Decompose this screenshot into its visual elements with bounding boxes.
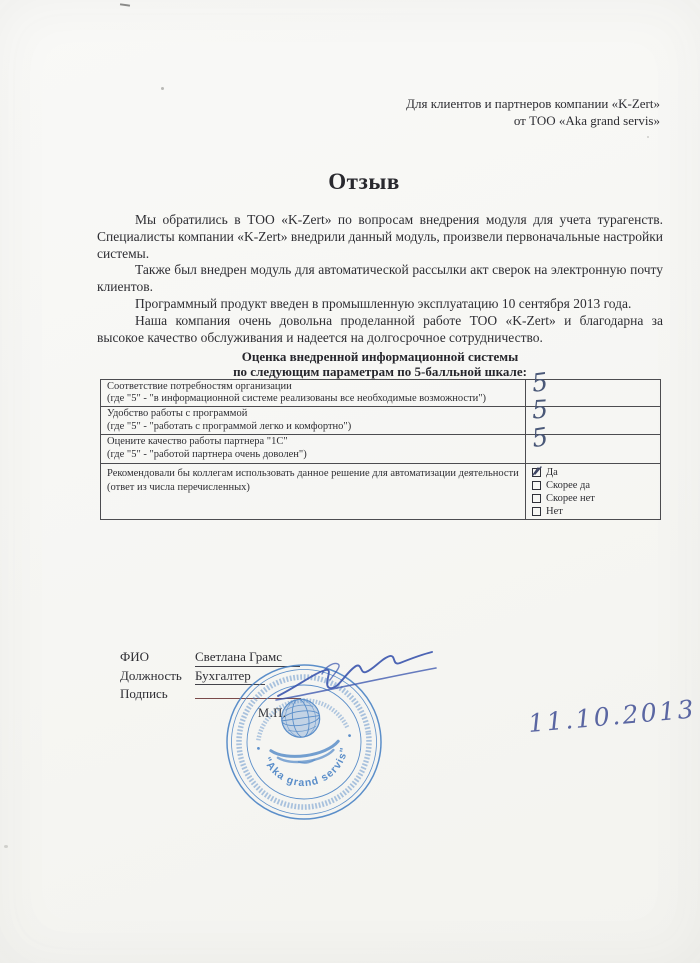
criterion-text: Оцените качество работы партнера "1С" — [107, 436, 288, 448]
scan-speck — [161, 87, 164, 90]
table-row — [101, 407, 661, 435]
scan-speck — [4, 845, 8, 848]
criterion-text: Удобство работы с программой — [107, 408, 248, 420]
recipient-block — [406, 95, 660, 129]
score-cell — [526, 422, 661, 464]
signature-label: Подпись — [120, 686, 168, 701]
checkbox-net-icon — [532, 507, 541, 516]
stamp-company-text: "Aka grand servis" — [260, 745, 351, 790]
scan-speck — [647, 136, 649, 138]
criterion-note: (где "5" - "работать с программой легко и комфортно") — [107, 420, 352, 432]
table-row — [101, 435, 661, 464]
criterion-text: Рекомендовали бы коллегам использовать данное решение для автоматизации деятельности (ответ из числа перечисленных) — [107, 468, 519, 493]
position-label: Должность — [120, 667, 182, 683]
option-label: Скорее нет — [546, 493, 595, 505]
paragraph-1: Мы обратились в ТОО «K-Zert» по вопросам внедрения модуля для учета турагенств. Специалисты компании «K-Zert» внедрили данный модуль, произвели первоначальные настройки системы. — [97, 212, 663, 261]
handwritten-tick-icon — [531, 465, 545, 479]
checkbox-da-icon — [532, 468, 541, 477]
paragraph-3: Программный продукт введен в промышленную эксплуатацию 10 сентября 2013 года. — [135, 295, 632, 311]
scan-edge-mark — [120, 3, 130, 6]
rating-table-caption — [100, 350, 660, 379]
caption-line-2: по следующим параметрам по 5-балльной шкале: — [233, 363, 527, 379]
caption-line-1: Оценка внедренной информационной системы — [241, 349, 519, 364]
handwritten-score: 5 — [529, 422, 550, 454]
criterion-note: (где "5" - "в информационной системе реализованы все необходимые возможности") — [107, 393, 487, 405]
body-text — [97, 212, 663, 346]
criterion-text: Соответствие потребностям организации — [107, 381, 292, 392]
recipient-line-2: от ТОО «Aka grand servis» — [513, 113, 660, 128]
paragraph-4: Наша компания очень довольна проделанной работе ТОО «K-Zert» и благодарна за высокое качество обслуживания и надеется на долгосрочное сотрудничество. — [97, 312, 663, 345]
criterion-cell — [101, 435, 526, 464]
fio-value: Светлана Грамс — [195, 648, 300, 667]
stamp-place-mark: М.П. — [258, 706, 287, 720]
checkbox-skoree-da-icon — [532, 481, 541, 490]
checkbox-skoree-net-icon — [532, 494, 541, 503]
handwritten-score: 5 — [530, 367, 550, 398]
handwritten-date: 11.10.2013 — [527, 694, 698, 738]
option-net — [532, 505, 654, 518]
table-row-recommend — [101, 464, 661, 520]
paragraph-2: Также был внедрен модуль для автоматической рассылки акт сверок на электронную почту клиентов. — [97, 262, 663, 295]
criterion-cell — [101, 407, 526, 435]
recipient-line-1: Для клиентов и партнеров компании «K-Zert» — [406, 96, 660, 111]
document-title: Отзыв — [328, 169, 400, 194]
fio-label: ФИО — [120, 649, 150, 664]
option-label: Нет — [546, 506, 563, 518]
option-skoree-net — [532, 492, 654, 505]
option-label: Да — [546, 467, 558, 479]
option-da — [532, 466, 654, 479]
criterion-cell — [101, 380, 526, 407]
recommend-options — [532, 465, 654, 518]
criterion-cell — [101, 464, 526, 520]
option-skoree-da — [532, 479, 654, 492]
option-label: Скорее да — [546, 480, 591, 492]
options-cell — [526, 464, 661, 520]
table-row — [101, 380, 661, 407]
handwritten-score: 5 — [530, 394, 549, 425]
handwritten-signature — [272, 640, 442, 712]
criterion-note: (где "5" - "работой партнера очень доволен") — [107, 448, 307, 460]
position-value: Бухгалтер — [195, 667, 265, 686]
